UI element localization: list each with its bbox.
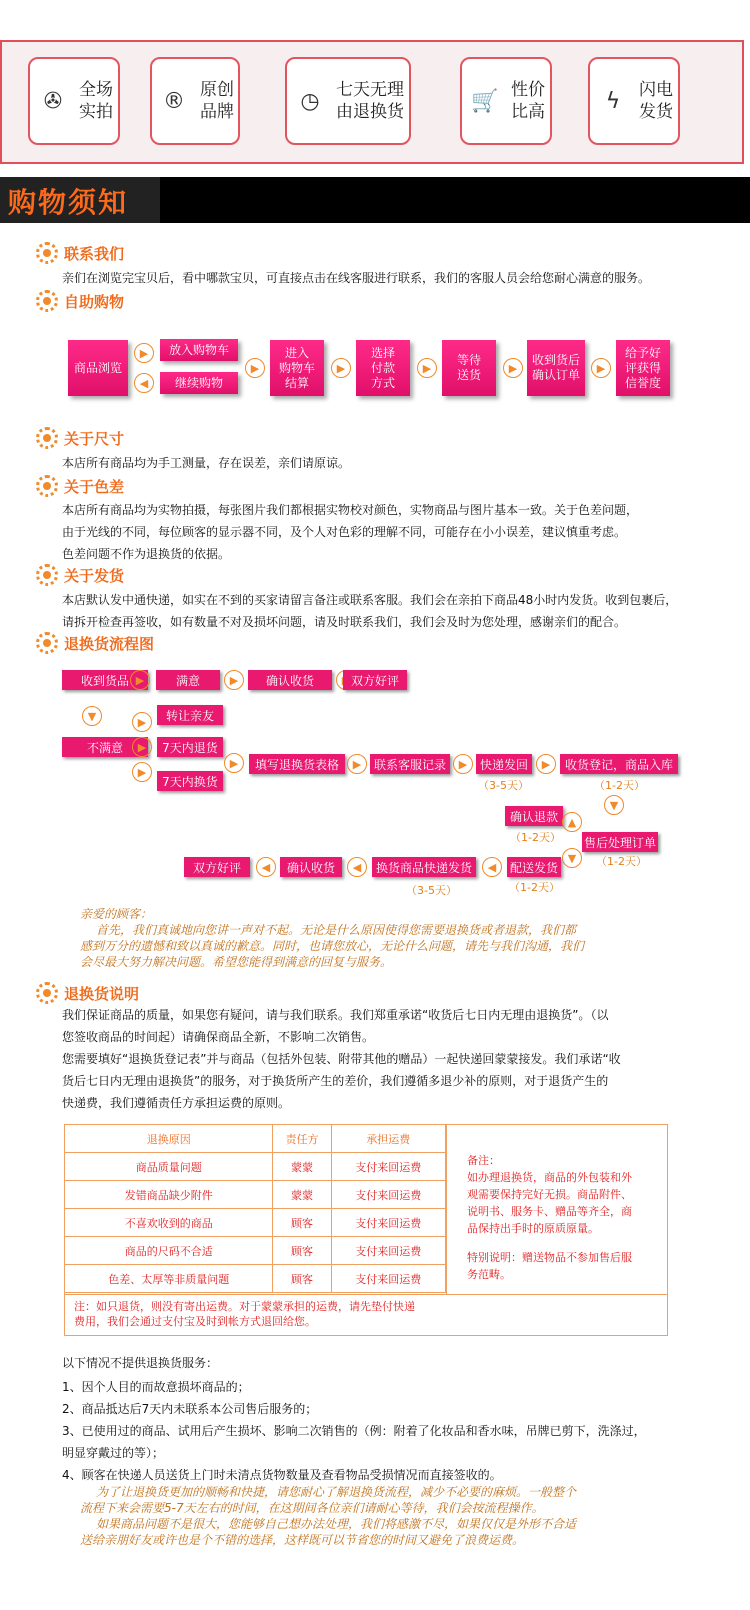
rf-confirm-receive: 确认收货 bbox=[248, 670, 332, 690]
table-header: 退换原因 bbox=[65, 1125, 273, 1153]
rf-exchange-ship-days: （3-5天） bbox=[406, 884, 457, 897]
page-title: 购物须知 bbox=[8, 186, 129, 219]
rf-review2: 双方好评 bbox=[184, 857, 250, 877]
rf-receive: 收到货品 bbox=[62, 670, 148, 690]
table-cell: 支付来回运费 bbox=[331, 1237, 445, 1265]
apology-line1: 首先，我们真诚地向您讲一声对不起。无论是什么原因使得您需要退换货或者退款，我们都 bbox=[96, 923, 577, 937]
arrow-left-icon: ◀ bbox=[347, 857, 367, 877]
note-line: 如办理退换货，商品的外包装和外 bbox=[467, 1171, 632, 1184]
table-cell: 商品质量问题 bbox=[65, 1153, 273, 1181]
no-service-title: 以下情况不提供退换货服务： bbox=[62, 1356, 219, 1370]
flower-icon bbox=[36, 564, 58, 586]
arrow-right-icon: ▶ bbox=[453, 754, 473, 774]
section-flow bbox=[36, 632, 154, 654]
table-cell: 顾客 bbox=[273, 1237, 331, 1265]
explain-line4: 货后七日内无理由退换货”的服务，对于换货所产生的差价，我们遵循多退少补的原则，对于退货产生的 bbox=[62, 1074, 609, 1088]
explain-line3: 您需要填好“退换货登记表”并与商品（包括外包装、附带其他的赠品）一起快递回蒙蒙接发。我们承诺“收 bbox=[62, 1052, 621, 1066]
flow-review: 给予好 评获得 信誉度 bbox=[616, 340, 670, 396]
table-cell: 支付来回运费 bbox=[331, 1153, 445, 1181]
arrow-left-icon: ◀ bbox=[482, 857, 502, 877]
table-note bbox=[446, 1124, 668, 1294]
table-cell: 支付来回运费 bbox=[331, 1181, 445, 1209]
section-self-shop bbox=[36, 290, 124, 312]
table-cell: 不喜欢收到的商品 bbox=[65, 1209, 273, 1237]
no-service-item: 4、顾客在快递人员送货上门时未清点货物数量及查看物品受损情况而直接签收的。 bbox=[62, 1468, 502, 1482]
no-service-item: 1、因个人目的而故意损坏商品的； bbox=[62, 1380, 250, 1394]
flow-pay: 选择 付款 方式 bbox=[356, 340, 410, 396]
table-cell: 蒙蒙 bbox=[273, 1153, 331, 1181]
cart-icon: 🛒 bbox=[471, 88, 499, 114]
feature-badge bbox=[460, 57, 552, 145]
table-header: 责任方 bbox=[273, 1125, 331, 1153]
rf-ship-back-days: （3-5天） bbox=[478, 779, 529, 792]
color-line3: 色差问题不作为退换货的依据。 bbox=[62, 547, 231, 561]
section-title: 联系我们 bbox=[64, 244, 125, 263]
badge-text: 原创 品牌 bbox=[200, 80, 234, 122]
table-cell: 顾客 bbox=[273, 1209, 331, 1237]
arrow-right-icon: ▶ bbox=[347, 754, 367, 774]
badge-text: 闪电 发货 bbox=[639, 80, 673, 122]
feature-badge bbox=[285, 57, 411, 145]
section-title: 自助购物 bbox=[64, 292, 125, 311]
closing-line2: 流程下来会需要5-7天左右的时间，在这期间各位亲们请耐心等待，我们会按流程操作。 bbox=[80, 1501, 544, 1515]
contact-text: 亲们在浏览完宝贝后，看中哪款宝贝，可直接点击在线客服进行联系，我们的客服人员会给您耐心满意的服务。 bbox=[62, 271, 651, 285]
feature-badge bbox=[150, 57, 240, 145]
flow-add-cart: 放入购物车 bbox=[160, 339, 238, 361]
arrow-right-icon: ▶ bbox=[331, 358, 351, 378]
flower-icon bbox=[36, 632, 58, 654]
table-header: 承担运费 bbox=[331, 1125, 445, 1153]
arrow-down-icon: ▼ bbox=[562, 848, 582, 868]
badge-text: 七天无理 由退换货 bbox=[336, 80, 404, 122]
heading-bar bbox=[0, 177, 750, 223]
rf-refund: 确认退款 bbox=[505, 806, 563, 826]
table-cell: 顾客 bbox=[273, 1265, 331, 1293]
closing-line1: 为了让退换货更加的顺畅和快捷，请您耐心了解退换货流程，减少不必要的麻烦。一般整个 bbox=[96, 1485, 577, 1499]
arrow-up-icon: ▲ bbox=[562, 812, 582, 832]
arrow-right-icon: ▶ bbox=[132, 712, 152, 732]
flow-confirm: 收到货后 确认订单 bbox=[527, 340, 585, 396]
section-title: 关于尺寸 bbox=[64, 429, 125, 448]
explain-line1: 我们保证商品的质量，如果您有疑问，请与我们联系。我们郑重承诺“收货后七日内无理由退换货”。（以 bbox=[62, 1008, 609, 1022]
apology-line3: 会尽最大努力解决问题。希望您能得到满意的回复与服务。 bbox=[80, 955, 393, 969]
no-service-item: 2、商品抵达后7天内未联系本公司售后服务的； bbox=[62, 1402, 318, 1416]
table-footer bbox=[64, 1294, 668, 1336]
table-row bbox=[65, 1153, 446, 1181]
section-title: 关于色差 bbox=[64, 477, 125, 496]
note-line: 品保持出手时的原质原量。 bbox=[467, 1222, 599, 1235]
arrow-right-icon: ▶ bbox=[536, 754, 556, 774]
flow-checkout: 进入 购物车 结算 bbox=[270, 340, 324, 396]
explain-line5: 快递费，我们遵循责任方承担运费的原则。 bbox=[62, 1096, 291, 1110]
size-text: 本店所有商品均为手工测量，存在误差，亲们请原谅。 bbox=[62, 456, 351, 470]
arrow-down-icon: ▼ bbox=[604, 795, 624, 815]
table-cell: 商品的尺码不合适 bbox=[65, 1237, 273, 1265]
arrow-left-icon: ◀ bbox=[256, 857, 276, 877]
badge-text: 性价 比高 bbox=[511, 80, 545, 122]
section-contact bbox=[36, 242, 124, 264]
rf-exchange-ship: 换货商品快递发货 bbox=[372, 857, 476, 877]
arrow-right-icon: ▶ bbox=[417, 358, 437, 378]
table-cell: 发错商品缺少附件 bbox=[65, 1181, 273, 1209]
arrow-right-icon: ▶ bbox=[245, 358, 265, 378]
special-line: 特别说明：赠送物品不参加售后服 bbox=[467, 1251, 632, 1264]
badge-text: 全场 实拍 bbox=[79, 80, 113, 122]
rf-exchange7: 7天内换货 bbox=[157, 771, 223, 791]
rf-register-days: （1-2天） bbox=[594, 779, 645, 792]
footer-line1: 注：如只退货，则没有寄出运费。对于蒙蒙承担的运费，请先垫付快递 bbox=[74, 1300, 415, 1313]
shipping-line1: 本店默认发中通快递，如实在不到的买家请留言备注或联系客服。我们会在亲拍下商品48小时内发货。收到包裹后， bbox=[62, 593, 678, 607]
explain-line2: 您签收商品的时间起）请确保商品全新，不影响二次销售。 bbox=[62, 1030, 375, 1044]
arrow-right-icon: ▶ bbox=[132, 762, 152, 782]
flower-icon bbox=[36, 242, 58, 264]
rf-satisfied: 满意 bbox=[156, 670, 220, 690]
rf-gift: 转让亲友 bbox=[157, 705, 223, 725]
note-line: 观需要保持完好无损。商品附件、 bbox=[467, 1188, 632, 1201]
rf-contact-cs: 联系客服记录 bbox=[370, 754, 450, 774]
arrow-right-icon: ▶ bbox=[503, 358, 523, 378]
section-shipping bbox=[36, 564, 124, 586]
rf-delivery: 配送发货 bbox=[507, 857, 561, 877]
table-row bbox=[65, 1209, 446, 1237]
flow-wait: 等待 送货 bbox=[442, 340, 496, 396]
arrow-left-icon: ◀ bbox=[134, 373, 154, 393]
rf-ship-back: 快递发回 bbox=[476, 754, 532, 774]
arrow-down-icon: ▼ bbox=[82, 706, 102, 726]
registered-icon: ® bbox=[163, 88, 185, 114]
rf-confirm2: 确认收货 bbox=[280, 857, 342, 877]
rf-after-sale: 售后处理订单 bbox=[582, 832, 658, 852]
arrow-right-icon: ▶ bbox=[130, 670, 150, 690]
table-row bbox=[65, 1265, 446, 1293]
arrow-right-icon: ▶ bbox=[224, 753, 244, 773]
section-color bbox=[36, 475, 124, 497]
arrow-right-icon: ▶ bbox=[134, 343, 154, 363]
flower-icon bbox=[36, 290, 58, 312]
footer-line2: 费用，我们会通过支付宝及时到帐方式退回给您。 bbox=[74, 1315, 316, 1328]
flower-icon bbox=[36, 475, 58, 497]
arrow-right-icon: ▶ bbox=[132, 737, 152, 757]
rf-fill-form: 填写退换货表格 bbox=[249, 754, 345, 774]
no-service-item: 3、已使用过的商品、试用后产生损坏、影响二次销售的（例：附着了化妆品和香水味，吊牌已剪下，洗涤过， bbox=[62, 1424, 646, 1438]
rf-delivery-days: （1-2天） bbox=[509, 881, 560, 894]
rf-good-review: 双方好评 bbox=[343, 670, 407, 690]
table-row bbox=[65, 1181, 446, 1209]
clock-icon: ◷ bbox=[300, 88, 320, 114]
lightning-icon: ϟ bbox=[605, 88, 621, 114]
rf-after-sale-days: （1-2天） bbox=[596, 855, 647, 868]
flower-icon bbox=[36, 427, 58, 449]
flow-continue: 继续购物 bbox=[160, 372, 238, 394]
section-explain bbox=[36, 982, 139, 1004]
closing-line4: 送给亲朋好友或许也是个不错的选择，这样既可以节省您的时间又避免了浪费运费。 bbox=[80, 1533, 525, 1547]
apology-line2: 感到万分的遗憾和致以真诚的歉意。同时，也请您放心，无论什么问题，请先与我们沟通，我们 bbox=[80, 939, 585, 953]
table-cell: 色差、太厚等非质量问题 bbox=[65, 1265, 273, 1293]
flower-icon bbox=[36, 982, 58, 1004]
table-row bbox=[65, 1237, 446, 1265]
closing-line3: 如果商品问题不是很大，您能够自己想办法处理，我们将感激不尽，如果仅仅是外形不合适 bbox=[96, 1517, 577, 1531]
table-cell: 蒙蒙 bbox=[273, 1181, 331, 1209]
color-line2: 由于光线的不同，每位顾客的显示器不同，及个人对色彩的理解不同，可能存在小小误差，建议慎重考虑。 bbox=[62, 525, 627, 539]
rf-register: 收货登记，商品入库 bbox=[560, 754, 678, 774]
film-reel-icon: ✇ bbox=[43, 88, 63, 114]
return-table bbox=[64, 1124, 446, 1293]
rf-return7: 7天内退货 bbox=[157, 737, 223, 757]
rf-refund-days: （1-2天） bbox=[510, 831, 561, 844]
section-title: 退换货说明 bbox=[64, 984, 140, 1003]
flow-browse: 商品浏览 bbox=[68, 340, 128, 396]
section-size bbox=[36, 427, 124, 449]
apology-greeting: 亲爱的顾客： bbox=[80, 907, 153, 921]
no-service-item: 明显穿戴过的等）； bbox=[62, 1446, 165, 1460]
section-title: 退换货流程图 bbox=[64, 634, 155, 653]
table-cell: 支付来回运费 bbox=[331, 1209, 445, 1237]
arrow-right-icon: ▶ bbox=[224, 670, 244, 690]
arrow-right-icon: ▶ bbox=[591, 358, 611, 378]
feature-badge bbox=[588, 57, 680, 145]
note-title: 备注： bbox=[467, 1154, 500, 1167]
section-title: 关于发货 bbox=[64, 566, 125, 585]
color-line1: 本店所有商品均为实物拍摄，每张图片我们都根据实物校对颜色，实物商品与图片基本一致。关于色差问题， bbox=[62, 503, 639, 517]
rf-unsatisfied: 不满意 bbox=[62, 737, 148, 757]
note-line: 说明书、服务卡、赠品等齐全，商 bbox=[467, 1205, 632, 1218]
special-line: 务范畴。 bbox=[467, 1268, 511, 1281]
feature-badge bbox=[28, 57, 120, 145]
table-cell: 支付来回运费 bbox=[331, 1265, 445, 1293]
shipping-line2: 请拆开检查再签收，如有数量不对及损坏问题，请及时联系我们，我们会及时为您处理，感谢亲们的配合。 bbox=[62, 615, 627, 629]
